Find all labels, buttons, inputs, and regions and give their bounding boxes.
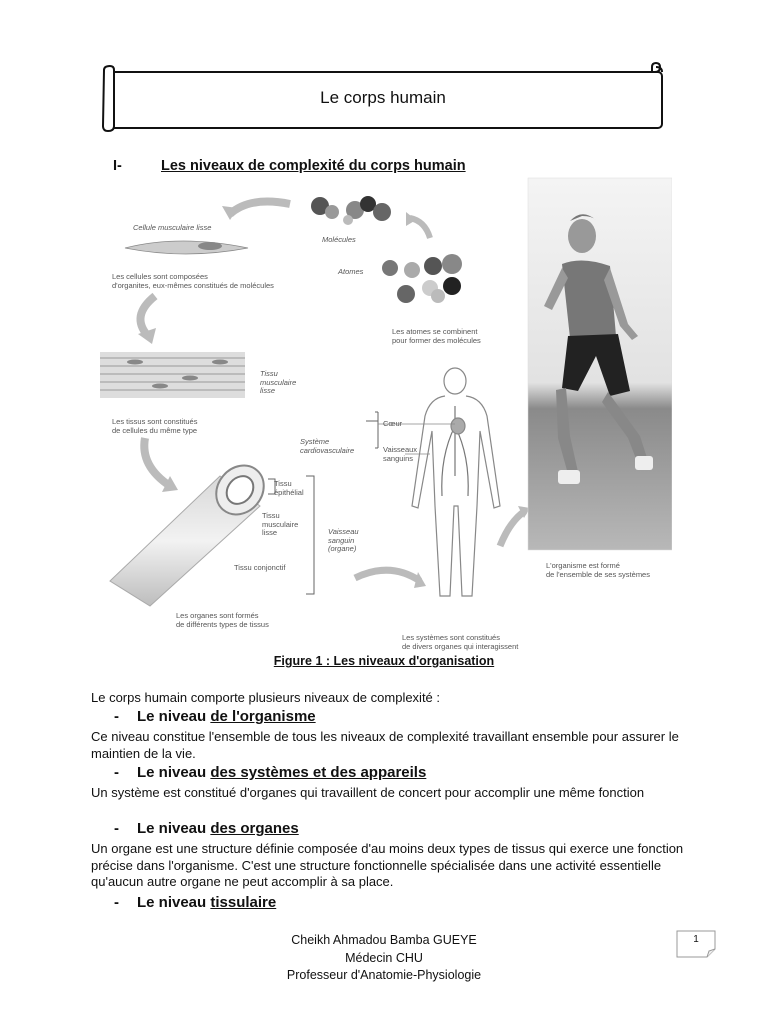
label-systeme-cardiovasculaire: Système cardiovasculaire — [300, 437, 355, 455]
title-banner — [100, 62, 666, 134]
arrow-organ-to-system — [355, 570, 420, 581]
label-atomes: Atomes — [338, 267, 364, 276]
level-heading-organisme: - Le niveau de l'organisme — [114, 708, 316, 725]
level-heading-organes: - Le niveau des organes — [114, 820, 299, 837]
label-atomes-combinent: Les atomes se combinent pour former des molécules — [392, 327, 481, 345]
label-tissu-conjonctif: Tissu conjonctif — [234, 563, 286, 572]
footer-role: Médecin CHU — [345, 950, 423, 965]
level-text-organisme: Ce niveau constitue l'ensemble de tous les niveaux de complexité travaillant ensemble pour assurer le maintien de la vie. — [91, 729, 679, 761]
section-heading — [113, 158, 466, 174]
page-footer — [0, 932, 768, 985]
muscle-cell-drawing — [125, 241, 248, 254]
cardiovascular-system-drawing — [412, 368, 500, 596]
label-organisme: L'organisme est formé de l'ensemble de ses systèmes — [546, 561, 650, 579]
label-tissus-constitues: Les tissus sont constitués de cellules du même type — [112, 417, 198, 435]
section-number: I- — [113, 158, 122, 174]
label-tissu-musculaire: Tissu musculaire lisse — [260, 369, 297, 396]
page-number-box — [676, 930, 716, 958]
intro-text: Le corps humain comporte plusieurs niveaux de complexité : — [91, 690, 441, 705]
section-title: Les niveaux de complexité du corps humain — [161, 158, 466, 174]
label-vaisseaux-sanguins: Vaisseaux sanguins — [383, 445, 418, 463]
footer-author: Cheikh Ahmadou Bamba GUEYE — [291, 933, 477, 947]
figure-caption: Figure 1 : Les niveaux d'organisation — [273, 654, 495, 668]
page-number: 1 — [693, 934, 699, 945]
level-heading-tissulaire: - Le niveau tissulaire — [114, 894, 277, 911]
arrow-tissue-to-organ — [144, 438, 170, 486]
level-text-organes: Un organe est une structure définie composée d'au moins deux types de tissus qui exerce une fonction précise dans l'organisme. C'est une structure fonctionnelle spécialisée dans une activité essentielle qu'aucun autre organe ne peut accomplir à sa place. — [91, 841, 684, 889]
molecules-drawing — [311, 196, 391, 225]
label-molecules: Molécules — [322, 235, 356, 244]
level-text-systemes: Un système est constitué d'organes qui travaillent de concert pour accomplir une même fonction — [91, 785, 645, 800]
label-cellule-musculaire: Cellule musculaire lisse — [133, 223, 212, 232]
footer-title: Professeur d'Anatomie-Physiologie — [286, 968, 482, 982]
blood-vessel-drawing — [110, 456, 274, 606]
runner-photo — [528, 178, 672, 550]
label-coeur: Cœur — [383, 419, 403, 428]
label-systemes-constitues: Les systèmes sont constitués de divers organes qui interagissent — [402, 633, 519, 651]
label-vaisseau-sanguin: Vaisseau sanguin (organe) — [328, 527, 359, 554]
figure-levels-organisation — [100, 176, 672, 654]
figure-illustration — [100, 176, 672, 654]
page-title: Le corps humain — [320, 88, 446, 107]
arrow-molecules-to-cell — [230, 202, 290, 214]
atoms-drawing — [382, 254, 462, 303]
label-cellules-composees: Les cellules sont composées d'organites, eux-mêmes constitués de molécules — [112, 272, 274, 290]
muscle-tissue-drawing — [100, 352, 245, 398]
arrow-system-to-organism — [500, 511, 525, 546]
label-tissu-musculaire-lisse: Tissu musculaire lisse — [262, 511, 299, 538]
label-organes-formes: Les organes sont formés de différents types de tissus — [176, 611, 269, 629]
label-tissu-epithelial: Tissu épithélial — [274, 479, 304, 497]
level-heading-systemes: - Le niveau des systèmes et des appareils — [114, 764, 427, 781]
